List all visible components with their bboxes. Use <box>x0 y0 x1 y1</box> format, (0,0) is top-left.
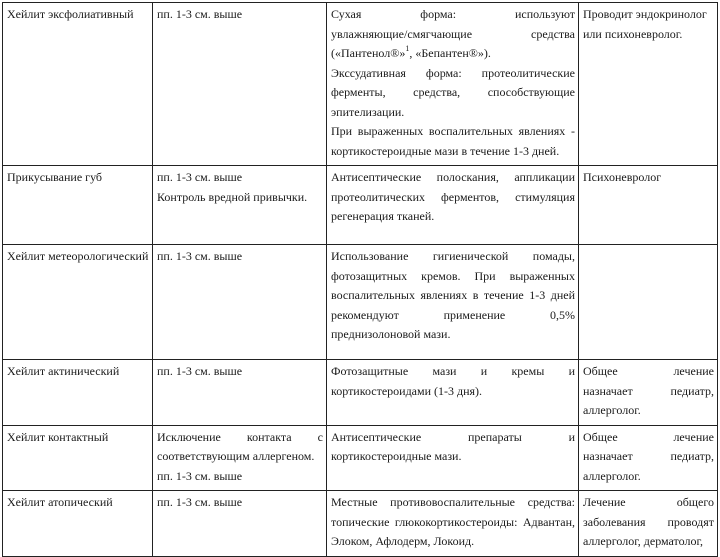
treatment-line: фотозащитных кремов. При выраженных <box>331 268 575 283</box>
treatment-line: Элоком, Афлодерм, Локоид. <box>331 534 475 548</box>
treatment-line: Антисептические полоскания, аппликации <box>331 170 575 184</box>
table-row <box>3 3 718 166</box>
specialist-line: назначает педиатр, <box>583 449 714 463</box>
treatment-line: Экссудативная форма: протеолитические <box>331 65 575 80</box>
treatment-cell <box>327 166 579 245</box>
table-row <box>3 166 718 245</box>
specialist-line: Общее лечение <box>583 364 714 378</box>
specialist-line: назначает педиатр, <box>583 383 714 398</box>
general-line: пп. 1-3 см. выше <box>157 249 243 263</box>
specialist-line: или психоневролог. <box>583 26 683 41</box>
treatment-line: Использование гигиенической помады, <box>331 249 575 263</box>
treatment-line: ферменты, средства, способствующие <box>331 85 575 99</box>
treatment-line: Сухая форма: используют <box>331 7 575 21</box>
treatment-line: Местные противовоспалительные средства: <box>331 495 575 509</box>
treatment-table <box>2 2 718 557</box>
treatment-line: кортикостероидами (1-3 дня). <box>331 383 483 398</box>
specialist-cell <box>579 3 718 166</box>
treatment-line: («Пантенол®»$^1$, «Бепантен®»). <box>331 44 491 60</box>
general-line: пп. 1-3 см. выше <box>157 495 243 509</box>
table-row <box>3 425 718 491</box>
treatment-cell <box>327 360 579 426</box>
table-row <box>3 491 718 557</box>
treatment-line: протеолитических ферментов, стимуляция <box>331 189 575 204</box>
treatment-line: воспалительных явлениях в течение 1-3 дней <box>331 288 575 302</box>
disease-name: Хейлит метеорологический <box>7 249 149 263</box>
general-measures-cell <box>153 425 327 491</box>
general-measures-cell <box>153 245 327 360</box>
specialist-line: аллерголог. <box>583 468 641 483</box>
general-line: Контроль вредной привычки. <box>157 189 308 204</box>
general-measures-cell <box>153 491 327 557</box>
disease-name-cell <box>3 360 153 426</box>
treatment-cell <box>327 245 579 360</box>
treatment-line: При выраженных воспалительных явлениях - <box>331 124 575 138</box>
treatment-line: регенерация тканей. <box>331 209 435 223</box>
general-line: пп. 1-3 см. выше <box>157 170 243 184</box>
disease-name: Прикусывание губ <box>7 170 103 184</box>
treatment-line: кортикостероидные мази в течение 1-3 дней. <box>331 143 560 158</box>
disease-name-cell <box>3 166 153 245</box>
treatment-cell <box>327 3 579 166</box>
general-line: пп. 1-3 см. выше <box>157 468 243 483</box>
disease-name: Хейлит актинический <box>7 364 120 378</box>
specialist-line: Проводит эндокринолог <box>583 7 707 21</box>
table-row <box>3 245 718 360</box>
specialist-line: Общее лечение <box>583 429 714 444</box>
specialist-cell <box>579 491 718 557</box>
treatment-line: Антисептические препараты и <box>331 429 575 444</box>
treatment-cell <box>327 491 579 557</box>
specialist-cell <box>579 360 718 426</box>
treatment-line: Фотозащитные мази и кремы и <box>331 364 575 378</box>
specialist-cell <box>579 166 718 245</box>
general-line: соответствующим аллергеном. <box>157 449 315 463</box>
specialist-cell <box>579 425 718 491</box>
specialist-line: аллерголог. <box>583 403 641 417</box>
disease-name-cell <box>3 245 153 360</box>
table-row <box>3 360 718 426</box>
general-line: пп. 1-3 см. выше <box>157 364 243 378</box>
disease-name: Хейлит эксфолиативный <box>7 7 134 21</box>
general-measures-cell <box>153 360 327 426</box>
general-line: Исключение контакта с <box>157 429 323 444</box>
treatment-line: топические глюкокортикостероиды: Адвантан, <box>331 514 575 529</box>
general-line: пп. 1-3 см. выше <box>157 7 243 21</box>
specialist-line: аллерголог, дерматолог, <box>583 534 704 548</box>
footnote-mark: 1 <box>405 44 410 53</box>
disease-name-cell <box>3 425 153 491</box>
general-measures-cell <box>153 3 327 166</box>
treatment-line: увлажняющие/смягчающие средства <box>331 26 575 41</box>
disease-name-cell <box>3 491 153 557</box>
treatment-line: преднизолоновой мази. <box>331 327 451 341</box>
general-measures-cell <box>153 166 327 245</box>
specialist-line: заболевания проводят <box>583 514 714 529</box>
treatment-cell <box>327 425 579 491</box>
disease-name: Хейлит атопический <box>7 495 113 509</box>
specialist-cell <box>579 245 718 360</box>
treatment-line: кортикостероидные мази. <box>331 449 462 463</box>
specialist-line: Психоневролог <box>583 170 662 184</box>
specialist-line: Лечение общего <box>583 495 714 509</box>
disease-name-cell <box>3 3 153 166</box>
disease-name: Хейлит контактный <box>7 429 109 444</box>
treatment-line: рекомендуют применение 0,5% <box>331 307 575 322</box>
treatment-line: эпителизации. <box>331 104 405 119</box>
